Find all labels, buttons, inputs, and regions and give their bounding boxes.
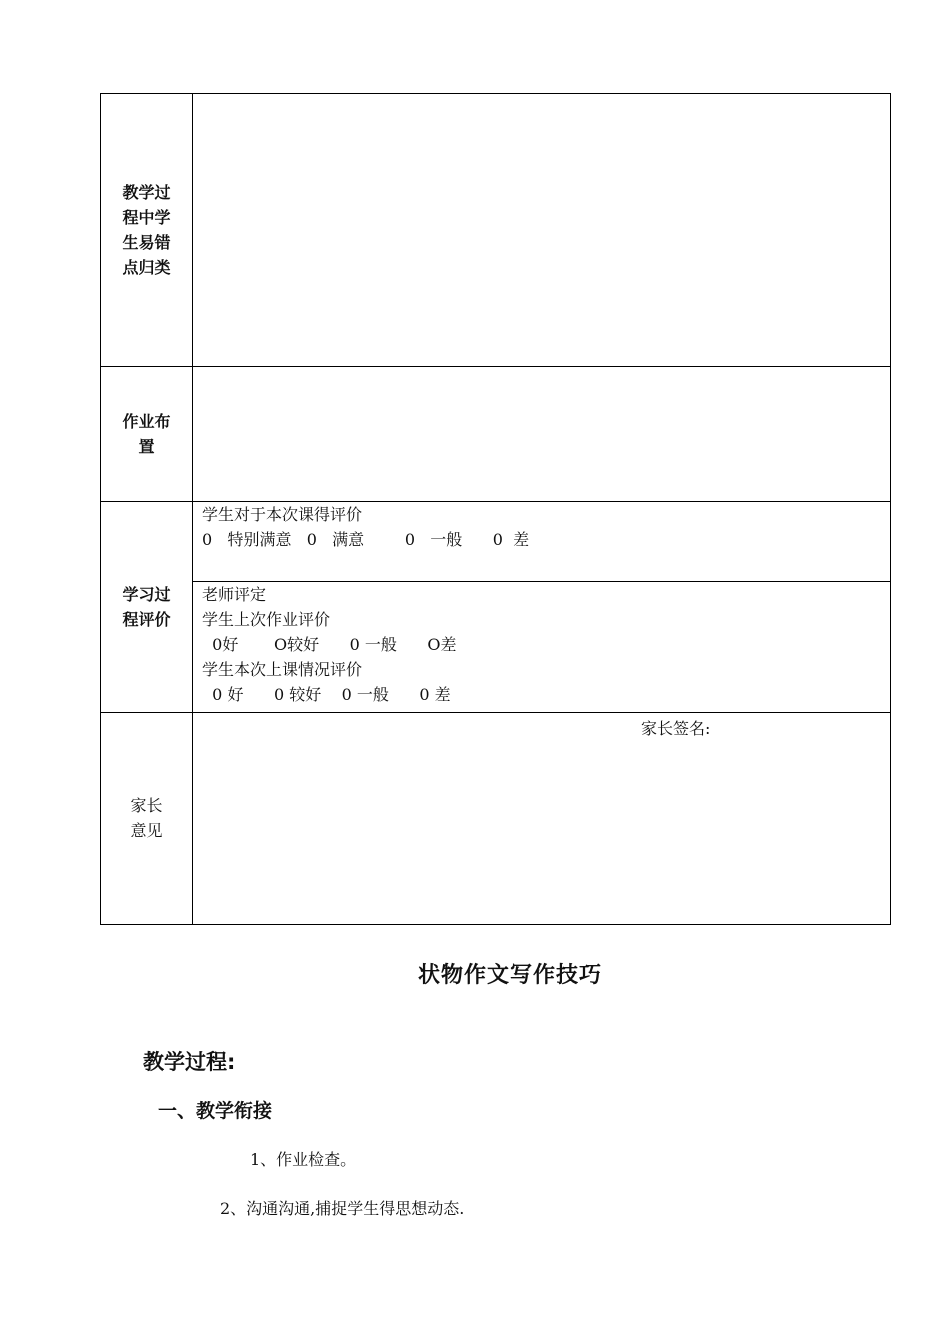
row-label-learning-evaluation: 学习过 程评价 (122, 584, 171, 629)
row-label-homework: 作业布 置 (122, 411, 171, 456)
parent-signature-label: 家长签名: (641, 719, 711, 738)
column-divider (192, 94, 193, 924)
class-performance-evaluation-label: 学生本次上课情况评价 (202, 660, 363, 679)
row-divider (101, 366, 890, 367)
row-label-parent-feedback: 家长 意见 (130, 796, 163, 840)
row-divider (101, 712, 890, 713)
evaluation-inner-divider (192, 581, 890, 582)
lesson-record-table (100, 93, 891, 925)
article-title: 状物作文写作技巧 (417, 963, 602, 988)
last-homework-evaluation-label: 学生上次作业评价 (202, 610, 331, 629)
row-label-error-points: 教学过 程中学 生易错 点归类 (122, 183, 171, 277)
teacher-evaluation-heading: 老师评定 (202, 585, 267, 604)
student-evaluation-prompt: 学生对于本次课得评价 (202, 505, 363, 524)
subheading: 一、教学衔接 (158, 1100, 273, 1122)
list-item: 1、作业检查。 (250, 1150, 357, 1169)
student-evaluation-options: 0 特别满意 0 满意 0 一般 0 差 (202, 530, 530, 549)
list-item: 2、沟通沟通,捕捉学生得思想动态. (220, 1199, 465, 1218)
last-homework-evaluation-options: 0好 O较好 0 一般 O差 (202, 635, 457, 654)
section-heading: 教学过程: (143, 1050, 236, 1074)
class-performance-evaluation-options: 0 好 0 较好 0 一般 0 差 (202, 685, 451, 704)
